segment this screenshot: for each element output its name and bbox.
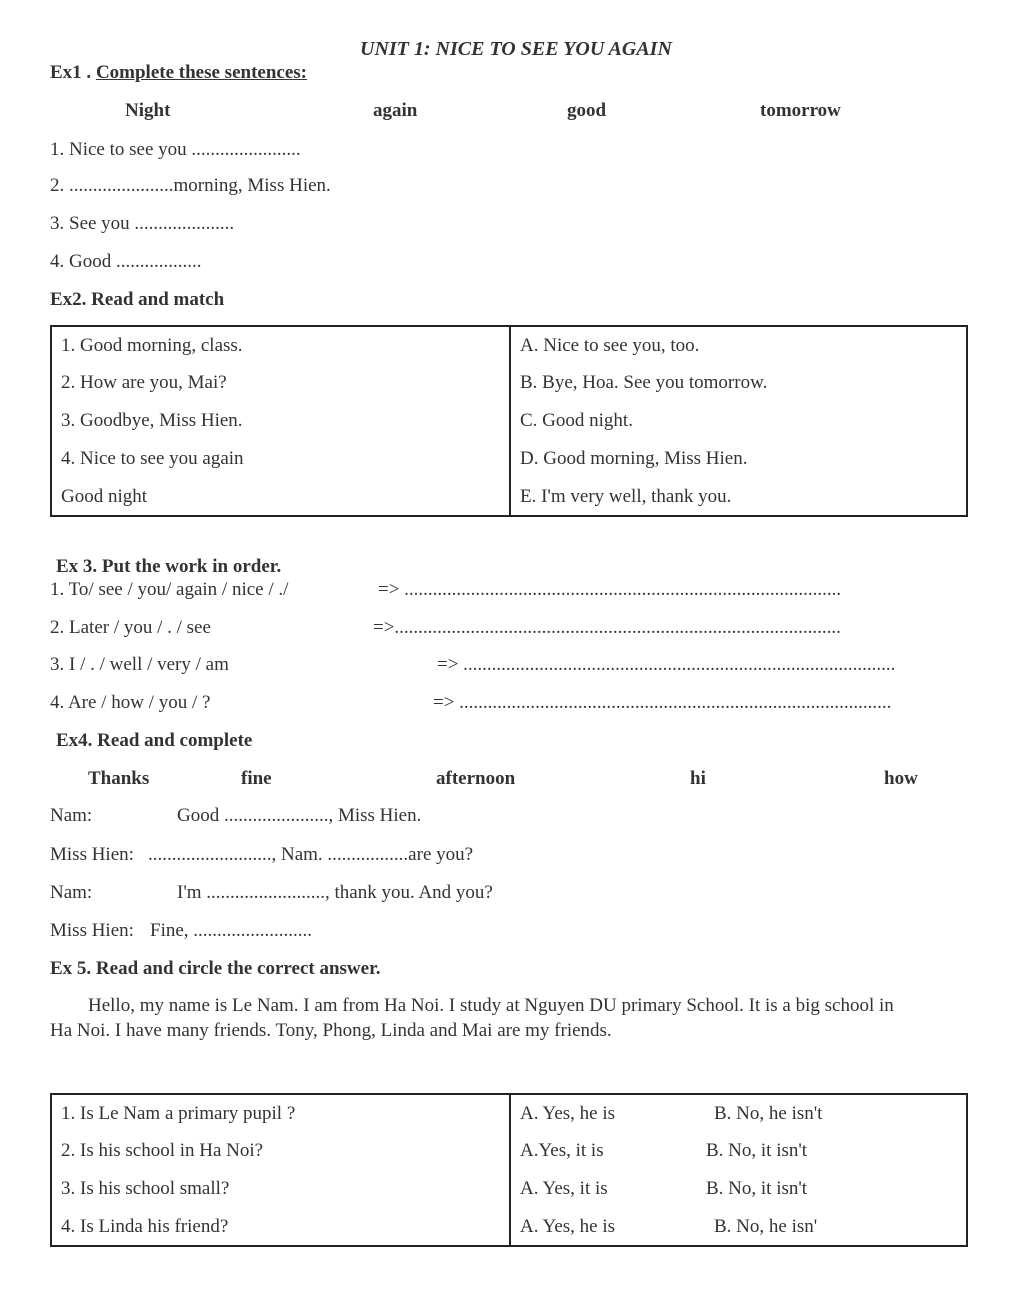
table-row [51,326,967,364]
ex3-answer-line: => ........................................................................................... [437,654,896,675]
ex4-word: afternoon [436,768,516,789]
ex2-right-cell: A. Nice to see you, too. [520,334,700,356]
table-row [51,1208,967,1246]
ex4-line: I'm ........................., thank you. And you? [177,882,493,903]
table-row [51,440,967,478]
ex3-answer-line: =>.............................................................................................. [373,617,841,638]
ex1-item: 4. Good .................. [50,251,202,272]
ex5-option-a[interactable]: A. Yes, he is [520,1102,616,1124]
ex5-option-a[interactable]: A. Yes, it is [520,1178,608,1199]
table-row [51,364,967,402]
ex5-option-b[interactable]: B. No, it isn't [706,1140,808,1161]
table-row [51,1170,967,1208]
ex5-option-a[interactable]: A. Yes, he is [520,1215,616,1237]
ex4-word: Thanks [88,768,150,789]
ex5-passage-line: Hello, my name is Le Nam. I am from Ha Noi. I study at Nguyen DU primary School. It is a big school in [88,995,894,1016]
ex1-word: good [567,100,607,121]
ex2-right-cell: B. Bye, Hoa. See you tomorrow. [520,372,768,393]
ex1-word: tomorrow [760,100,841,121]
table-row [51,402,967,440]
ex3-prompt: 1. To/ see / you/ again / nice / ./ [50,579,289,600]
ex1-item: 3. See you ..................... [50,213,235,234]
ex4-speaker: Miss Hien: [50,844,134,865]
ex1-item: 2. ......................morning, Miss Hien. [50,175,331,196]
ex2-left-cell: 4. Nice to see you again [51,440,510,478]
ex5-question-cell: 1. Is Le Nam a primary pupil ? [51,1094,510,1132]
ex4-word: fine [241,768,272,789]
ex1-heading-text: Complete these sentences: [95,62,307,83]
ex4-speaker: Miss Hien: [50,920,134,941]
ex5-options-cell [510,1208,967,1246]
ex1-item: 1. Nice to see you ....................... [50,139,301,160]
ex1-heading-prefix: Ex1 . [50,62,96,83]
ex3-prompt: 2. Later / you / . / see [50,617,211,638]
ex5-option-b[interactable]: B. No, it isn't [706,1178,808,1199]
ex2-right-cell: C. Good night. [520,410,633,431]
table-row [51,478,967,516]
ex4-speaker: Nam: [50,805,93,826]
ex2-right-cell: D. Good morning, Miss Hien. [520,448,748,469]
ex5-options-cell [510,1170,967,1208]
ex4-line: Good ......................, Miss Hien. [177,805,422,826]
ex3-prompt: 4. Are / how / you / ? [50,692,211,713]
ex5-heading: Ex 5. Read and circle the correct answer. [50,958,381,979]
ex3-answer-line: => ........................................................................................... [433,692,892,713]
ex5-options-cell [510,1094,967,1132]
ex3-prompt: 3. I / . / well / very / am [50,654,229,675]
ex4-line: Fine, ......................... [150,920,313,941]
ex5-answer-table [50,1093,968,1247]
ex2-right-cell: E. I'm very well, thank you. [520,485,732,507]
page-title: UNIT 1: NICE TO SEE YOU AGAIN [360,38,672,60]
ex5-option-b[interactable]: B. No, he isn't [714,1102,823,1124]
ex1-word: Night [125,100,171,121]
ex2-left-cell: 2. How are you, Mai? [51,364,510,402]
ex5-option-b[interactable]: B. No, he isn' [714,1215,818,1237]
table-row [51,1094,967,1132]
ex5-options-cell [510,1132,967,1170]
ex1-heading [50,63,307,82]
ex5-question-cell: 3. Is his school small? [51,1170,510,1208]
ex4-heading: Ex4. Read and complete [56,730,253,751]
ex5-passage-line: Ha Noi. I have many friends. Tony, Phong, Linda and Mai are my friends. [50,1020,612,1041]
ex2-heading: Ex2. Read and match [50,289,225,310]
ex2-left-cell: 1. Good morning, class. [51,326,510,364]
ex2-left-cell: Good night [51,478,510,516]
ex3-heading: Ex 3. Put the work in order. [56,556,282,577]
ex5-question-cell: 2. Is his school in Ha Noi? [51,1132,510,1170]
ex2-left-cell: 3. Goodbye, Miss Hien. [51,402,510,440]
ex4-speaker: Nam: [50,882,93,903]
ex5-question-cell: 4. Is Linda his friend? [51,1208,510,1246]
ex4-line: .........................., Nam. .................are you? [148,844,474,865]
ex4-word: hi [690,768,706,789]
ex3-answer-line: => ............................................................................................ [378,579,842,600]
ex4-word: how [884,768,918,789]
ex2-match-table [50,325,968,517]
ex5-option-a[interactable]: A.Yes, it is [520,1140,604,1161]
table-row [51,1132,967,1170]
ex1-word: again [373,100,418,121]
